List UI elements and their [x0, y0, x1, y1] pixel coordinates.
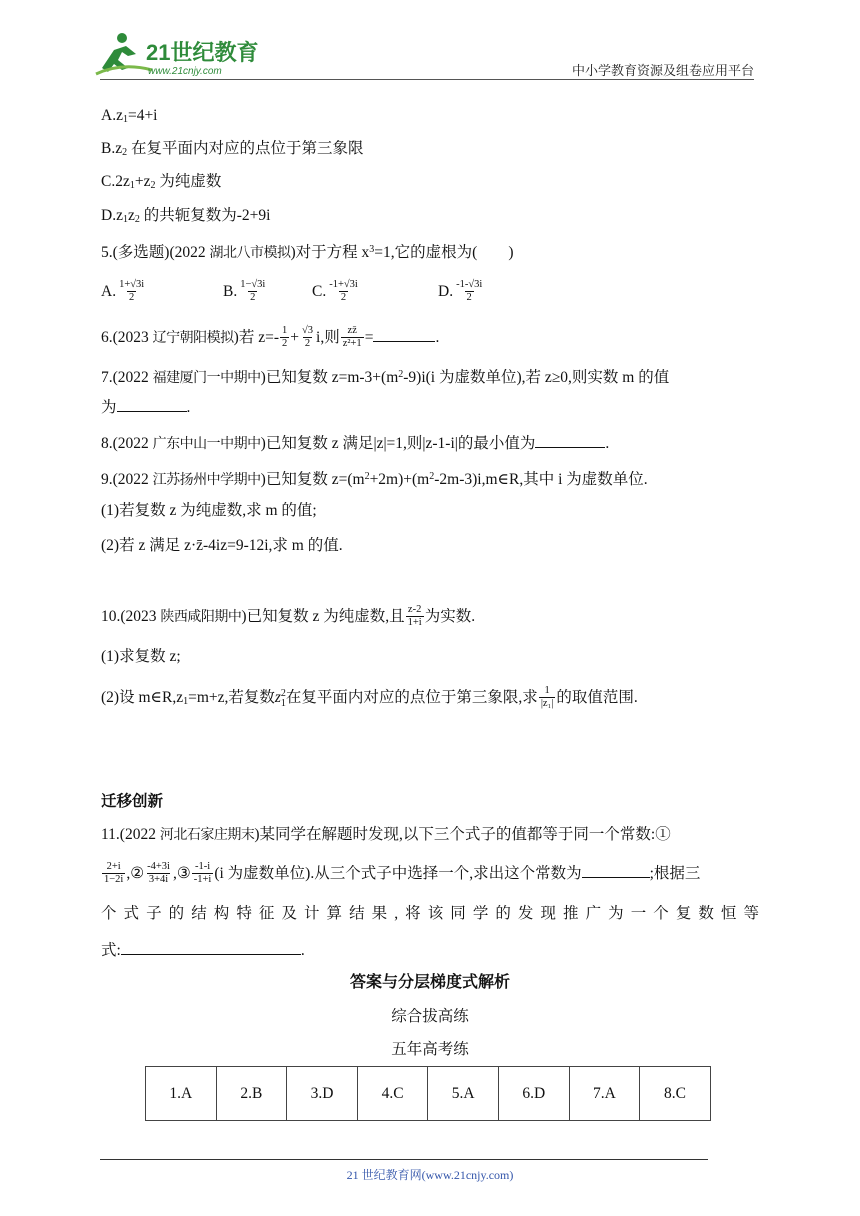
q6: 6.(2023 辽宁朝阳模拟)若 z=- $\frac{1}{2}$ + $\frac{√3}{2}$ i,则 $\frac{zz̄}{\text{z²+1}}$ = .	[101, 325, 440, 349]
fraction: $\frac{1}{2}$	[282, 325, 288, 349]
q10-part1: (1)求复数 z;	[101, 648, 181, 665]
footer-link[interactable]: 21 世纪教育网(www.21cnjy.com)	[346, 1168, 514, 1182]
q11-line4: 式: .	[101, 942, 305, 959]
fraction: $\frac{-1-i}{-1+i}$	[193, 861, 212, 885]
answer-blank[interactable]	[121, 940, 301, 955]
answer-cell: 8.C	[640, 1067, 711, 1121]
fraction: $\frac{1}{\text{|z₁|}}$	[540, 685, 554, 709]
answer-cell: 3.D	[287, 1067, 358, 1121]
fraction: $\frac{-4+3i}{3+4i}$	[147, 861, 170, 885]
q9-stem: 9.(2022 江苏扬州中学期中)已知复数 $z=(m^2+2m)+(m^2-2m-3)i,m\in R$,其中 i 为虚数单位.	[101, 471, 648, 488]
fraction: $\frac{2+i}{1-2i}$	[104, 861, 124, 885]
q5-stem: 5.(多选题)(2022 湖北八市模拟)对于方程 $x^3=1$,它的虚根为( )	[101, 244, 514, 261]
fraction: $\frac{-1+√3i}{2}$	[329, 279, 358, 303]
fraction: $\frac{1+√3i}{2}$	[119, 279, 145, 303]
answer-table	[145, 1066, 711, 1121]
q10-part2: (2)设 $m\in R,z_1=m+z$,若复数z 2 1 在复平面内对应的点位于第三象限,求 $\frac{1}{\text{|z₁|}}$ 的取值范围.	[101, 685, 638, 709]
q9-part2: (2)若 z 满足 z·z̄-4iz=9-12i,求 m 的值.	[101, 537, 343, 554]
table-row	[146, 1067, 711, 1121]
q9-part1: (1)若复数 z 为纯虚数,求 m 的值;	[101, 502, 317, 519]
q5-option-b: B. $\frac{1-√3i}{2}$	[223, 279, 266, 303]
q5-option-d: D. $\frac{-1-√3i}{2}$	[438, 279, 483, 303]
q4-option-a: $A.z_1=4+i$	[101, 107, 158, 125]
answer-cell: 5.A	[428, 1067, 499, 1121]
q11-line3: 个式子的结构特征及计算结果,将该同学的发现推广为一个复数恒等	[101, 905, 759, 922]
q11-line1: 11.(2022 河北石家庄期末)某同学在解题时发现,以下三个式子的值都等于同一个常数:①	[101, 826, 671, 843]
answer-blank[interactable]	[373, 327, 435, 342]
q4-option-d: $D.z_1z_2$ 的共轭复数为-2+9i	[101, 207, 271, 225]
answer-blank[interactable]	[582, 863, 650, 878]
page-header	[0, 0, 860, 80]
q7-line2: 为 .	[101, 399, 191, 416]
fraction: $\frac{-1-√3i}{2}$	[456, 279, 483, 303]
q11-line2: $\frac{2+i}{1-2i}$ ,② $\frac{-4+3i}{3+4i}$ ,③ $\frac{-1-i}{-1+i}$ (i 为虚数单位).从三个式子中选择一个,求出这个常数为 ;根据三	[104, 861, 701, 885]
q5-option-a: A. $\frac{1+√3i}{2}$	[101, 279, 145, 303]
svg-text:21世纪教育: 21世纪教育	[146, 40, 259, 65]
answer-cell: 6.D	[498, 1067, 569, 1121]
q7-line1: 7.(2022 福建厦门一中期中)已知复数 $z=m-3+(m^2-9)i(i$ 为虚数单位),若 z≥0,则实数 m 的值	[101, 369, 670, 386]
q4-option-c: $C.2z_1+z_2$ 为纯虚数	[101, 173, 222, 191]
site-name: 中小学教育资源及组卷应用平台	[571, 63, 754, 78]
q10-stem: 10.(2023 陕西咸阳期中)已知复数 z 为纯虚数,且 $\frac{z-2}{1+i}$ 为实数.	[101, 604, 476, 628]
21cnjy-logo	[92, 28, 264, 80]
answer-cell: 2.B	[216, 1067, 287, 1121]
q8: 8.(2022 广东中山一中期中)已知复数 z 满足|z|=1,则|z-1-i|的最小值为 .	[101, 435, 610, 452]
section-title: 迁移创新	[101, 793, 164, 810]
answers-title: 答案与分层梯度式解析	[349, 974, 510, 991]
answer-cell: 7.A	[569, 1067, 640, 1121]
answer-blank[interactable]	[117, 397, 187, 412]
fraction: $\frac{√3}{2}$	[302, 325, 314, 349]
fraction: $\frac{z-2}{1+i}$	[407, 604, 422, 628]
fraction: $\frac{zz̄}{\text{z²+1}}$	[342, 325, 362, 349]
fraction: $\frac{1-√3i}{2}$	[240, 279, 266, 303]
answer-cell: 4.C	[357, 1067, 428, 1121]
q4-option-b: $B.z_2$ 在复平面内对应的点位于第三象限	[101, 140, 364, 158]
svg-text:www.21cnjy.com: www.21cnjy.com	[148, 66, 222, 77]
header-rule	[100, 79, 754, 80]
answers-subtitle-1: 综合拔高练	[391, 1008, 469, 1025]
answer-cell: 1.A	[146, 1067, 217, 1121]
answers-subtitle-2: 五年高考练	[391, 1041, 469, 1058]
q5-option-c: C. $\frac{-1+√3i}{2}$	[312, 279, 358, 303]
answer-blank[interactable]	[535, 433, 605, 448]
footer-rule	[100, 1159, 708, 1160]
